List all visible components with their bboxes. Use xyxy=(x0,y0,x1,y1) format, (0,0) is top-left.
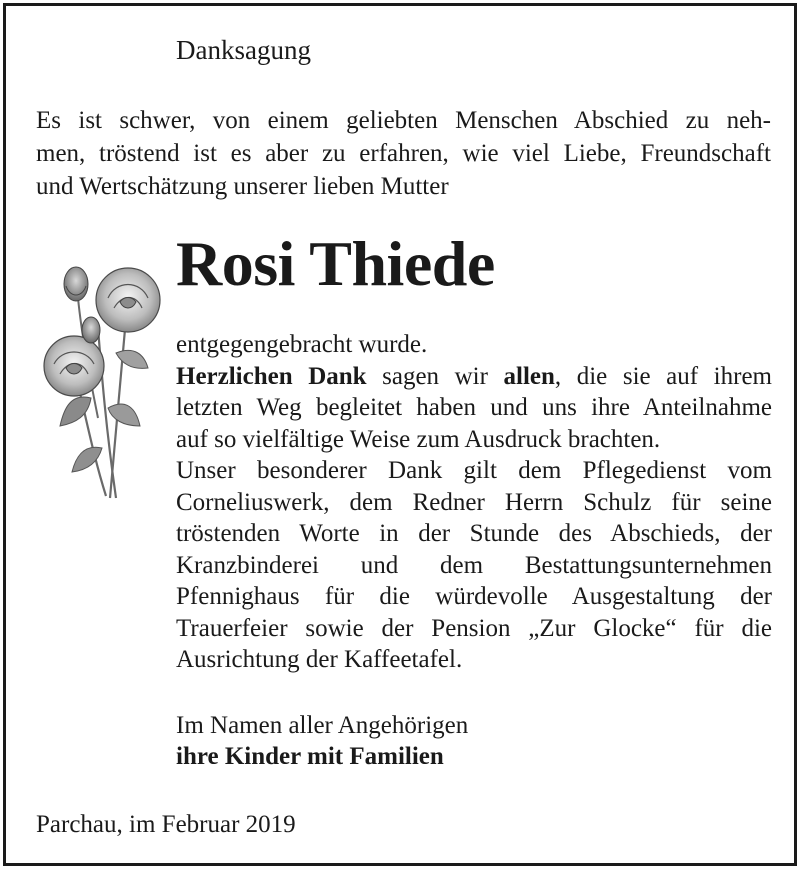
roses-icon xyxy=(36,258,171,503)
intro-text xyxy=(36,104,771,203)
body-line: letzten Weg begleitet haben und uns ihre Anteilnahme xyxy=(176,394,772,421)
signature-family: ihre Kinder mit Familien xyxy=(176,743,444,770)
body-line: Trauerfeier sowie der Pension „Zur Glocke“ für die xyxy=(176,614,772,642)
body-line: tröstenden Worte in der Stunde des Abschieds, der xyxy=(176,520,772,547)
body-line: entgegengebracht wurde. xyxy=(176,331,428,358)
body-line: Kranzbinderei und dem Bestattungsunternehmen xyxy=(176,551,772,579)
thanks-mid: sagen wir xyxy=(366,362,504,390)
thanks-bold-phrase: Herzlichen Dank xyxy=(176,362,367,390)
body-line-thanks xyxy=(176,361,772,393)
intro-line: und Wertschätzung unserer lieben Mutter xyxy=(36,173,449,200)
place-date: Parchau, im Februar 2019 xyxy=(36,811,296,838)
body-text xyxy=(176,329,772,676)
thanks-end: , die sie auf ihrem xyxy=(554,362,772,390)
intro-line: Es ist schwer, von einem geliebten Menschen Abschied zu neh- xyxy=(36,107,771,134)
body-line: auf so vielfältige Weise zum Ausdruck brachten. xyxy=(176,425,661,453)
heading: Danksagung xyxy=(176,35,311,65)
body-line: Corneliuswerk, dem Redner Herrn Schulz für seine xyxy=(176,488,772,516)
thanks-bold-word: allen xyxy=(503,362,555,390)
body-line: Ausrichtung der Kaffeetafel. xyxy=(176,646,463,673)
intro-line: men, tröstend ist es aber zu erfahren, wie viel Liebe, Freundschaft xyxy=(36,140,771,167)
obituary-card xyxy=(3,3,797,866)
signature xyxy=(176,710,468,772)
deceased-name: Rosi Thiede xyxy=(176,228,495,299)
body-line: Pfennighaus für die würdevolle Ausgestaltung der xyxy=(176,583,772,610)
body-line: Unser besonderer Dank gilt dem Pflegedienst vom xyxy=(176,457,772,484)
signature-line: Im Namen aller Angehörigen xyxy=(176,712,469,739)
